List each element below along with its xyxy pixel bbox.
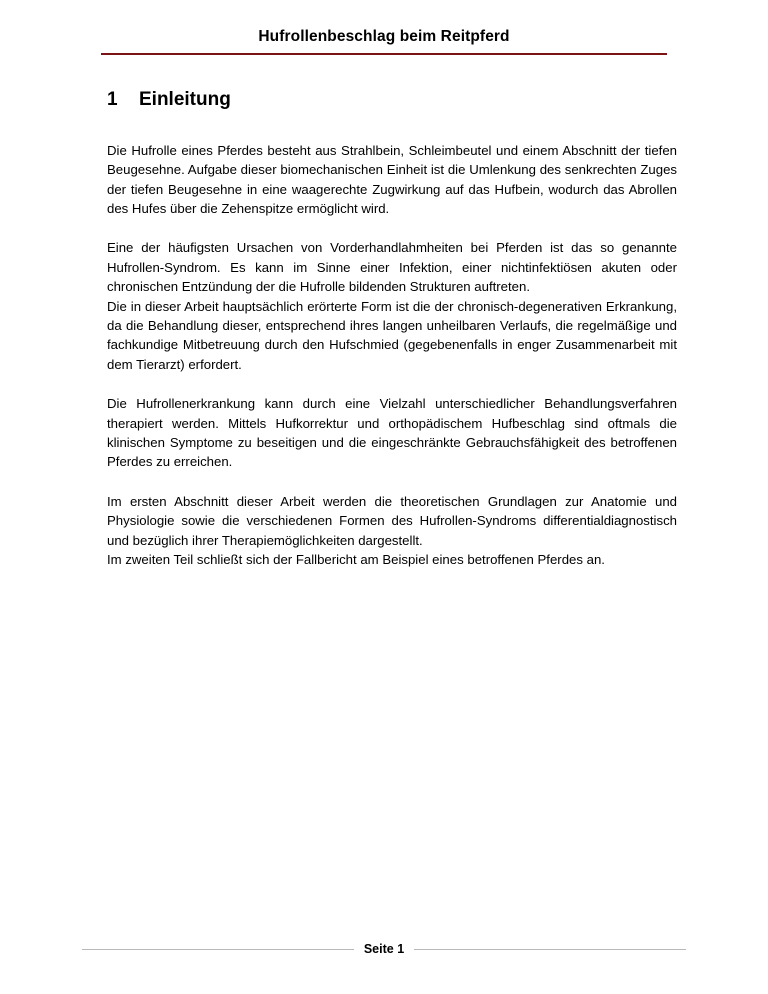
- footer-divider-left: [82, 949, 354, 950]
- header-title: Hufrollenbeschlag beim Reitpferd: [258, 28, 510, 45]
- paragraph: Die Hufrolle eines Pferdes besteht aus Strahlbein, Schleimbeutel und einem Abschnitt der tiefen Beugesehne. Aufgabe dieser biomechanischen Einheit ist die Umlenkung des senkrechten Zuges der tiefen Beugesehne in eine waagerechte Zugwirkung auf das Hufbein, wodurch das Abrollen des Hufes über die Zehenspitze ermöglicht wird.: [107, 142, 677, 216]
- paragraph-block-2: [107, 238, 677, 374]
- footer-divider-right: [414, 949, 686, 950]
- section-number: 1: [107, 89, 118, 110]
- page-content: [107, 80, 677, 569]
- section-title: Einleitung: [139, 89, 231, 110]
- paragraph-block-4: [107, 492, 677, 570]
- paragraph: Im zweiten Teil schließt sich der Fallbericht am Beispiel eines betroffenen Pferdes an.: [107, 552, 605, 567]
- paragraph-block-3: [107, 394, 677, 472]
- paragraph: Eine der häufigsten Ursachen von Vorderhandlahmheiten bei Pferden ist das so genannte Hufrollen-Syndrom. Es kann im Sinne einer Infektion, einer nichtinfektiösen akuten oder chronischen Entzündung der die Hufrolle bildenden Strukturen auftreten.: [107, 240, 677, 295]
- section-heading: [107, 80, 677, 113]
- paragraph-block-1: [107, 141, 677, 219]
- page-number: Seite 1: [363, 942, 405, 956]
- header-divider: [101, 53, 667, 55]
- page-header: [0, 0, 768, 55]
- paragraph: Die in dieser Arbeit hauptsächlich erörterte Form ist die der chronisch-degenerativen Erkrankung, da die Behandlung dieser, entsprechend ihres langen unheilbaren Verlaufs, die regelmäßige und fachkundige Mitbetreuung durch den Hufschmied (gegebenenfalls in enger Zusammenarbeit mit dem Tierarzt) erfordert.: [107, 298, 677, 372]
- paragraph: Im ersten Abschnitt dieser Arbeit werden die theoretischen Grundlagen zur Anatomie und Physiologie sowie die verschiedenen Formen des Hufrollen-Syndroms differentialdiagnostisch und bezüglich ihrer Therapiemöglichkeiten dargestellt.: [107, 493, 677, 548]
- page-footer: [0, 942, 768, 956]
- paragraph: Die Hufrollenerkrankung kann durch eine Vielzahl unterschiedlicher Behandlungsverfahren therapiert werden. Mittels Hufkorrektur und orthopädischem Hufbeschlag sind oftmals die klinischen Symptome zu beseitigen und die eingeschränkte Gebrauchsfähigkeit des betroffenen Pferdes zu erreichen.: [107, 396, 677, 470]
